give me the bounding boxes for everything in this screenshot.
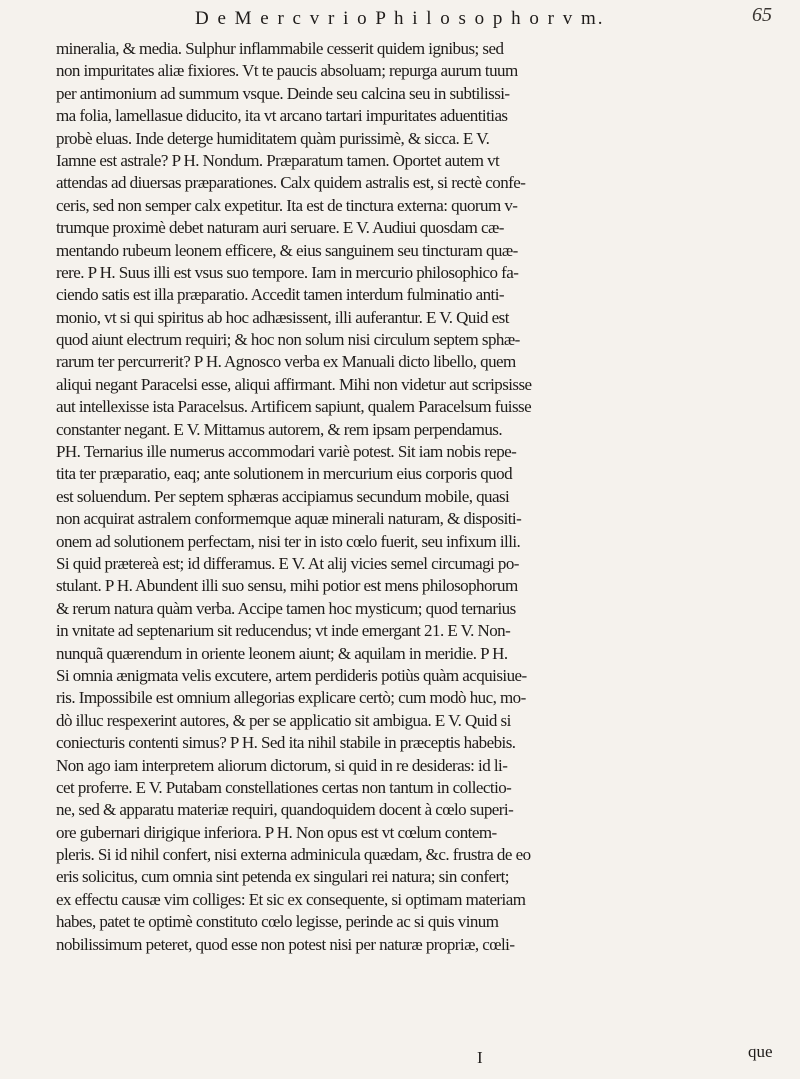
text-line: ma folia, lamellasue diducito, ita vt arcano tartari impuritates aduentitias — [56, 106, 508, 126]
text-line: aliqui negant Paracelsi esse, aliqui affirmant. Mihi non videtur aut scripsisse — [56, 374, 532, 394]
text-line: & rerum natura quàm verba. Accipe tamen hoc mysticum; quod ternarius — [56, 598, 516, 618]
text-line: pleris. Si id nihil confert, nisi externa adminicula quædam, &c. frustra de eo — [56, 845, 531, 865]
text-line: Si omnia ænigmata velis excutere, artem perdideris potiùs quàm acquisiue- — [56, 665, 527, 685]
text-line: trumque proximè debet naturam auri seruare. E V. Audiui quosdam cæ- — [56, 218, 504, 238]
text-line: nunquã quærendum in oriente leonem aiunt; & aquilam in meridie. P H. — [56, 643, 508, 663]
text-line: mineralia, & media. Sulphur inflammabile cesserit quidem ignibus; sed — [56, 39, 504, 58]
text-line: tita ter præparatio, eaq; ante solutionem in mercurium eius corporis quod — [56, 464, 513, 484]
text-line: aut intellexisse ista Paracelsus. Artificem sapiunt, qualem Paracelsum fuisse — [56, 397, 532, 417]
signature-mark: I — [477, 1048, 483, 1067]
text-line: est soluendum. Per septem sphæras accipiamus secundum mobile, quasi — [56, 486, 510, 506]
text-line: Si quid prætereà est; id differamus. E V. At alij vicies semel circumagi po- — [56, 553, 519, 573]
text-line: non acquirat astralem conformemque aquæ minerali naturam, & dispositi- — [56, 509, 522, 529]
running-head: D e M e r c v r i o P h i l o s o p h o r v m. — [195, 8, 605, 29]
text-line: mentando rubeum leonem efficere, & eius sanguinem seu tincturam quæ- — [56, 240, 518, 260]
text-line: ex effectu causæ vim colliges: Et sic ex consequente, si optimam materiam — [56, 889, 526, 909]
text-line: Non ago iam interpretem aliorum dictorum, si quid in re desideras: id li- — [56, 755, 508, 775]
text-line: dò illuc respexerint autores, & per se applicatio sit ambigua. E V. Quid si — [56, 710, 511, 730]
text-line: cet proferre. E V. Putabam constellationes certas non tantum in collectio- — [56, 777, 512, 797]
text-line: coniecturis contenti simus? P H. Sed ita nihil stabile in præceptis habebis. — [56, 733, 516, 753]
page-number: 65 — [752, 4, 772, 26]
text-line: monio, vt si qui spiritus ab hoc adhæsissent, illi auferantur. E V. Quid est — [56, 307, 509, 327]
text-line: habes, patet te optimè constituto cœlo legisse, perinde ac si quis vinum — [56, 912, 499, 932]
text-line: constanter negant. E V. Mittamus autorem, & rem ipsam perpendamus. — [56, 419, 503, 439]
text-line: probè eluas. Inde deterge humiditatem quàm purissimè, & sicca. E V. — [56, 128, 490, 148]
text-line: stulant. P H. Abundent illi suo sensu, mihi potior est mens philosophorum — [56, 576, 518, 596]
text-line: ne, sed & apparatu materiæ requiri, quandoquidem docent à cœlo superi- — [56, 800, 514, 820]
text-line: eris solicitus, cum omnia sint petenda ex singulari rei natura; sin confert; — [56, 867, 509, 887]
text-line: ris. Impossibile est omnium allegorias explicare certò; cum modò huc, mo- — [56, 688, 526, 708]
text-line: quod aiunt electrum requiri; & hoc non solum nisi circulum septem sphæ- — [56, 330, 520, 350]
text-line: non impuritates aliæ fixiores. Vt te paucis absoluam; repurga aurum tuum — [56, 61, 518, 81]
text-line: ore gubernari dirigique inferiora. P H. Non opus est vt cœlum contem- — [56, 822, 497, 842]
text-line: ceris, sed non semper calx expetitur. Ita est de tinctura externa: quorum v- — [56, 195, 518, 215]
text-line: rarum ter percurrerit? P H. Agnosco verba ex Manuali dicto libello, quem — [56, 352, 516, 372]
text-line: onem ad solutionem perfectam, nisi ter in isto cœlo fuerit, seu infixum illi. — [56, 531, 521, 551]
text-line: rere. P H. Suus illi est vsus suo tempore. Iam in mercurio philosophico fa- — [56, 262, 519, 282]
text-line: nobilissimum peteret, quod esse non potest nisi per naturæ propriæ, cœli- — [56, 934, 515, 954]
page-footer — [0, 1042, 800, 1076]
text-line: per antimonium ad summum vsque. Deinde seu calcina seu in subtilissi- — [56, 83, 510, 103]
body-text — [56, 38, 792, 956]
text-line: Iamne est astrale? P H. Nondum. Præparatum tamen. Oportet autem vt — [56, 150, 500, 170]
text-line: attendas ad diuersas præparationes. Calx quidem astralis est, si rectè confe- — [56, 173, 526, 193]
text-line: PH. Ternarius ille numerus accommodari variè potest. Sit iam nobis repe- — [56, 442, 517, 462]
catchword: que — [748, 1042, 773, 1061]
page-header — [0, 4, 800, 34]
text-line: ciendo satis est illa præparatio. Accedit tamen interdum fulminatio anti- — [56, 285, 504, 305]
text-line: in vnitate ad septenarium sit reducendus; vt inde emergant 21. E V. Non- — [56, 621, 511, 641]
